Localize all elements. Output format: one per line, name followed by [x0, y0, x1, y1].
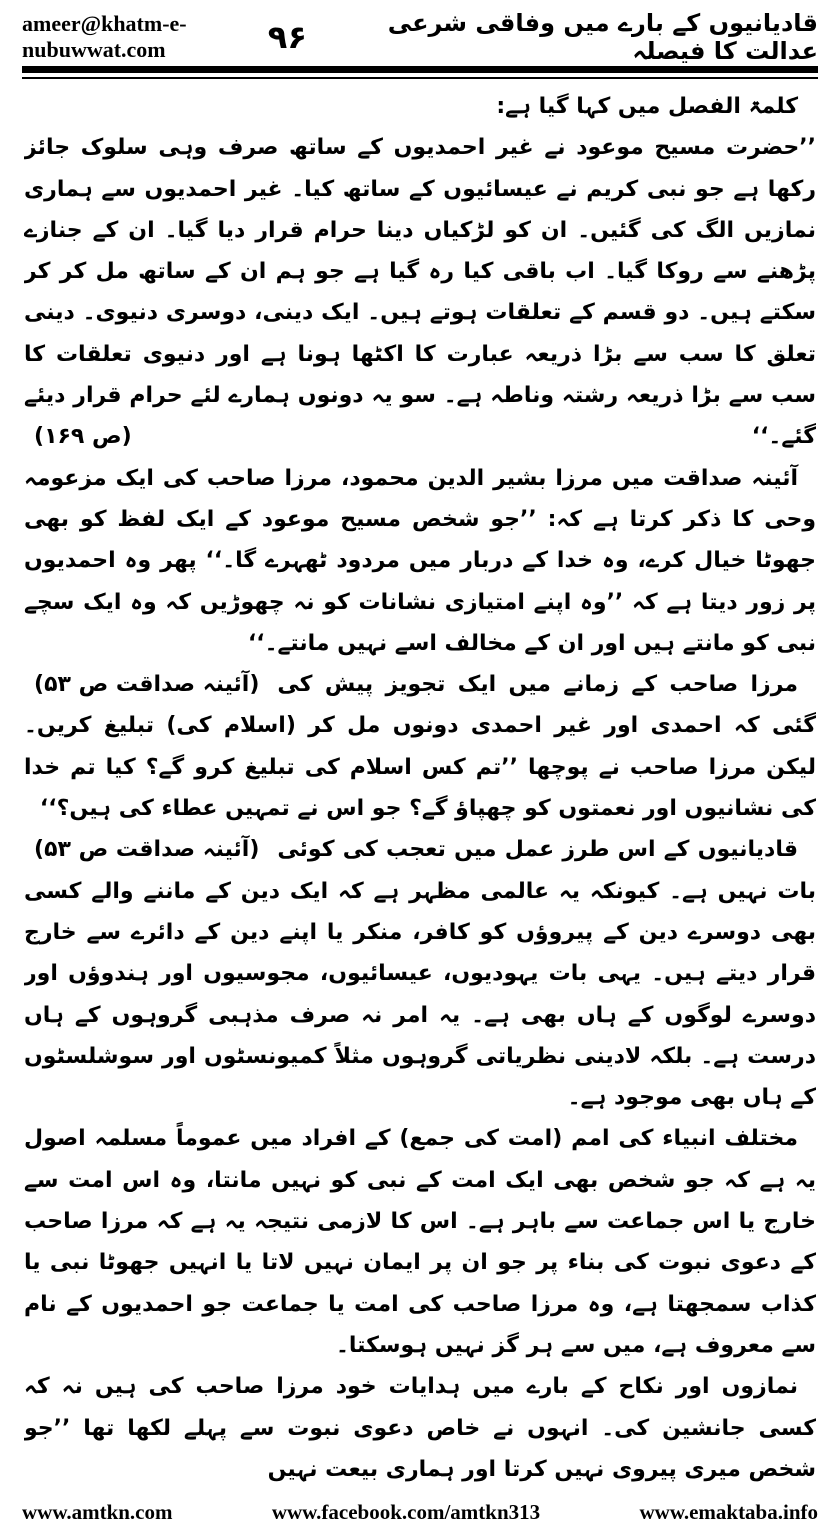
header-rule-thick [22, 66, 818, 73]
paragraph-3 [24, 458, 816, 698]
paragraph-6: مختلف انبیاء کی امم (امت کی جمع) کے افراد میں عموماً مسلمہ اصول یہ ہے کہ جو شخص بھی ایک امت کے نبی کو نہیں مانتا، وہ اس امت سے خارج یا اس جماعت سے باہر ہے۔ اس کا لازمی نتیجہ یہ ہے کہ مرزا صاحب کے دعوی نبوت کی بناء پر جو ان پر ایمان نہیں لاتا یا انہیں جھوٹا نبی یا کذاب سمجھتا ہے، وہ مرزا صاحب کی امت یا جماعت جو احمدیوں کے نام سے معروف ہے، میں سے ہر گز نہیں ہوسکتا۔ [24, 1126, 816, 1358]
citation-3: (آئینہ صداقت ص ۵۳) [34, 837, 260, 863]
paragraph-3-text: آئینہ صداقت میں مرزا بشیر الدین محمود، مرزا صاحب کی ایک مزعومہ وحی کا ذکر کرتا ہے کہ: ’’جو شخص مسیح موعود کے ایک لفظ کو بھی جھوٹا خیال کرے، وہ خدا کے دربار میں مردود ٹھہرے گا۔‘‘ پھر وہ احمدیوں پر زور دیتا ہے کہ ’’وہ اپنے امتیازی نشانات کو نہ چھوڑیں کہ وہ ایک سچے نبی کو مانتے ہیں اور ان کے مخالف اسے نہیں مانتے۔‘‘ [24, 465, 816, 656]
header-left [22, 11, 325, 63]
paragraph-1: کلمۃ الفصل میں کہا گیا ہے: [496, 94, 798, 119]
footer-link-amtkn[interactable]: www.amtkn.com [22, 1499, 173, 1524]
paragraph-5: قادیانیوں کے اس طرز عمل میں تعجب کی کوئی بات نہیں ہے۔ کیونکہ یہ عالمی مظہر ہے کہ ایک دین کے ماننے والے کسی بھی دوسرے دین کے پیروؤں کو کافر، منکر یا اپنے دین کے دائرے سے خارج قرار دیتے ہیں۔ یہی بات یہودیوں، عیسائیوں، مجوسیوں اور ہندوؤں اور دوسرے لوگوں کے ہاں بھی ہے۔ یہ امر نہ صرف مذہبی گروہوں کے ہاں درست ہے۔ بلکہ لادینی نظریاتی گروہوں مثلاً کمیونسٹوں اور سوشلسٹوں کے ہاں بھی موجود ہے۔ [24, 837, 816, 1111]
header-title: قادیانیوں کے بارے میں وفاقی شرعی عدالت کا فیصلہ [387, 9, 818, 65]
page-body [24, 86, 816, 1482]
paragraph-2 [24, 127, 816, 457]
footer-link-facebook[interactable]: www.facebook.com/amtkn313 [271, 1499, 541, 1524]
page-header [22, 9, 818, 65]
page-number: ۹۶ [267, 18, 307, 56]
citation-2: (آئینہ صداقت ص ۵۳) [34, 672, 260, 698]
paragraph-2-text: ’’حضرت مسیح موعود نے غیر احمدیوں کے ساتھ صرف وہی سلوک جائز رکھا ہے جو نبی کریم نے عیسائیوں کے ساتھ کیا۔ غیر احمدیوں سے ہماری نمازیں الگ کی گئیں۔ ان کو لڑکیاں دینا حرام قرار دیا گیا۔ ان کے جنازے پڑھنے سے روکا گیا۔ اب باقی کیا رہ گیا ہے جو ہم ان کے ساتھ مل کر کر سکتے ہیں۔ دو قسم کے تعلقات ہوتے ہیں۔ ایک دینی، دوسری دنیوی۔ دینی تعلق کا سب سے بڑا ذریعہ عبارت کا اکٹھا ہونا ہے اور دنیوی تعلقات کا سب سے بڑا ذریعہ رشتہ وناطہ ہے۔ سو یہ دونوں ہمارے لئے حرام قرار دیئے گئے۔‘‘ [24, 135, 816, 450]
paragraph-7: نمازوں اور نکاح کے بارے میں ہدایات خود مرزا صاحب کی ہیں نہ کہ کسی جانشین کی۔ انہوں نے خاص دعوی نبوت سے پہلے لکھا تھا ’’جو شخص میری پیروی نہیں کرتا اور ہماری بیعت نہیں [24, 1374, 816, 1482]
citation-1: (ص ۱۶۹) [34, 424, 132, 450]
header-rule-thin [22, 77, 818, 79]
footer-link-emaktaba[interactable]: www.emaktaba.info [639, 1499, 818, 1524]
header-email: ameer@khatm-e-nubuwwat.com [22, 11, 187, 62]
paragraph-4-text: مرزا صاحب کے زمانے میں ایک تجویز پیش کی گئی کہ احمدی اور غیر احمدی دونوں مل کر (اسلام کی) تبلیغ کریں۔ لیکن مرزا صاحب نے پوچھا ’’تم کس اسلام کی تبلیغ کرو گے؟ کیا تم خدا کی نشانیوں اور نعمتوں کو چھپاؤ گے؟ جو اس نے تمہیں عطاء کی ہیں؟‘‘ [24, 672, 816, 822]
page-footer [22, 1494, 818, 1530]
